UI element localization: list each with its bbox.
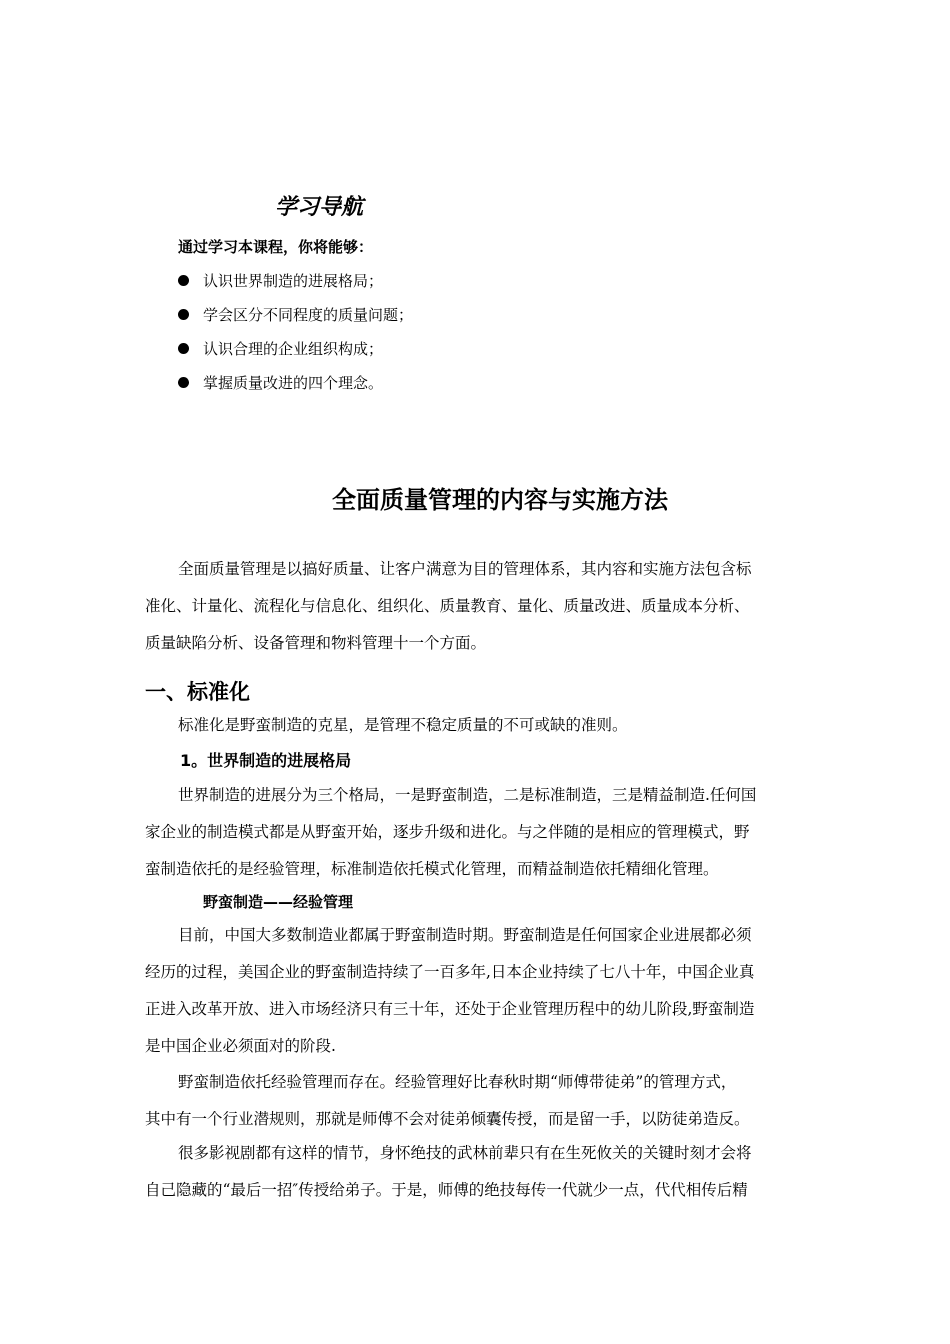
paragraph-line: 全面质量管理是以搞好质量、让客户满意为目的管理体系，其内容和实施方法包含标 [178, 560, 752, 578]
list-item-text: 认识世界制造的进展格局； [203, 272, 384, 290]
paragraph [145, 777, 810, 888]
document-title: 全面质量管理的内容与实施方法 [332, 486, 668, 514]
section-intro [145, 707, 810, 744]
subsection-heading: 1。世界制造的进展格局 [180, 751, 352, 770]
paragraph-line: 蛮制造依托的是经验管理，标准制造依托模式化管理，而精益制造依托精细化管理。 [145, 860, 719, 878]
bullet-icon [178, 309, 189, 320]
paragraph-line: 标准化是野蛮制造的克星，是管理不稳定质量的不可或缺的准则。 [178, 716, 628, 734]
paragraph-line: 野蛮制造依托经验管理而存在。经验管理好比春秋时期“师傅带徒弟”的管理方式， [178, 1073, 737, 1091]
nav-title: 学习导航 [275, 195, 364, 220]
paragraph-line: 世界制造的进展分为三个格局，一是野蛮制造，二是标准制造，三是精益制造.任何国 [178, 786, 757, 804]
paragraph-line: 很多影视剧都有这样的情节，身怀绝技的武林前辈只有在生死攸关的关键时刻才会将 [178, 1144, 752, 1162]
paragraph-line: 自己隐藏的“最后一招″传授给弟子。于是，师傅的绝技每传一代就少一点，代代相传后精 [145, 1181, 748, 1199]
paragraph-line: 其中有一个行业潜规则，那就是师傅不会对徒弟倾囊传授，而是留一手，以防徒弟造反。 [145, 1110, 750, 1128]
paragraph-line: 准化、计量化、流程化与信息化、组织化、质量教育、量化、质量改进、质量成本分析、 [145, 597, 750, 615]
paragraph [145, 1064, 810, 1138]
sub-subsection-heading: 野蛮制造——经验管理 [203, 893, 354, 911]
paragraph [145, 917, 810, 1065]
paragraph-line: 是中国企业必须面对的阶段. [145, 1037, 336, 1055]
nav-intro: 通过学习本课程，你将能够： [178, 238, 374, 256]
bullet-icon [178, 377, 189, 388]
paragraph [145, 1135, 810, 1209]
paragraph-line: 家企业的制造模式都是从野蛮开始，逐步升级和进化。与之伴随的是相应的管理模式，野 [145, 823, 750, 841]
list-item-text: 掌握质量改进的四个理念。 [203, 374, 384, 392]
bullet-icon [178, 343, 189, 354]
bullet-icon [178, 275, 189, 286]
paragraph-line: 经历的过程，美国企业的野蛮制造持续了一百多年,日本企业持续了七八十年，中国企业真 [145, 963, 755, 981]
list-item [178, 270, 383, 291]
list-item [178, 338, 383, 359]
list-item-text: 学会区分不同程度的质量问题； [203, 306, 414, 324]
list-item [178, 372, 383, 393]
paragraph-line: 正进入改革开放、进入市场经济只有三十年，还处于企业管理历程中的幼儿阶段,野蛮制造 [145, 1000, 755, 1018]
intro-paragraph [145, 551, 810, 662]
list-item [178, 304, 413, 325]
list-item-text: 认识合理的企业组织构成； [203, 340, 384, 358]
paragraph-line: 质量缺陷分析、设备管理和物料管理十一个方面。 [145, 634, 487, 652]
section-heading: 一、标准化 [145, 680, 250, 704]
paragraph-line: 目前，中国大多数制造业都属于野蛮制造时期。野蛮制造是任何国家企业进展都必须 [178, 926, 752, 944]
